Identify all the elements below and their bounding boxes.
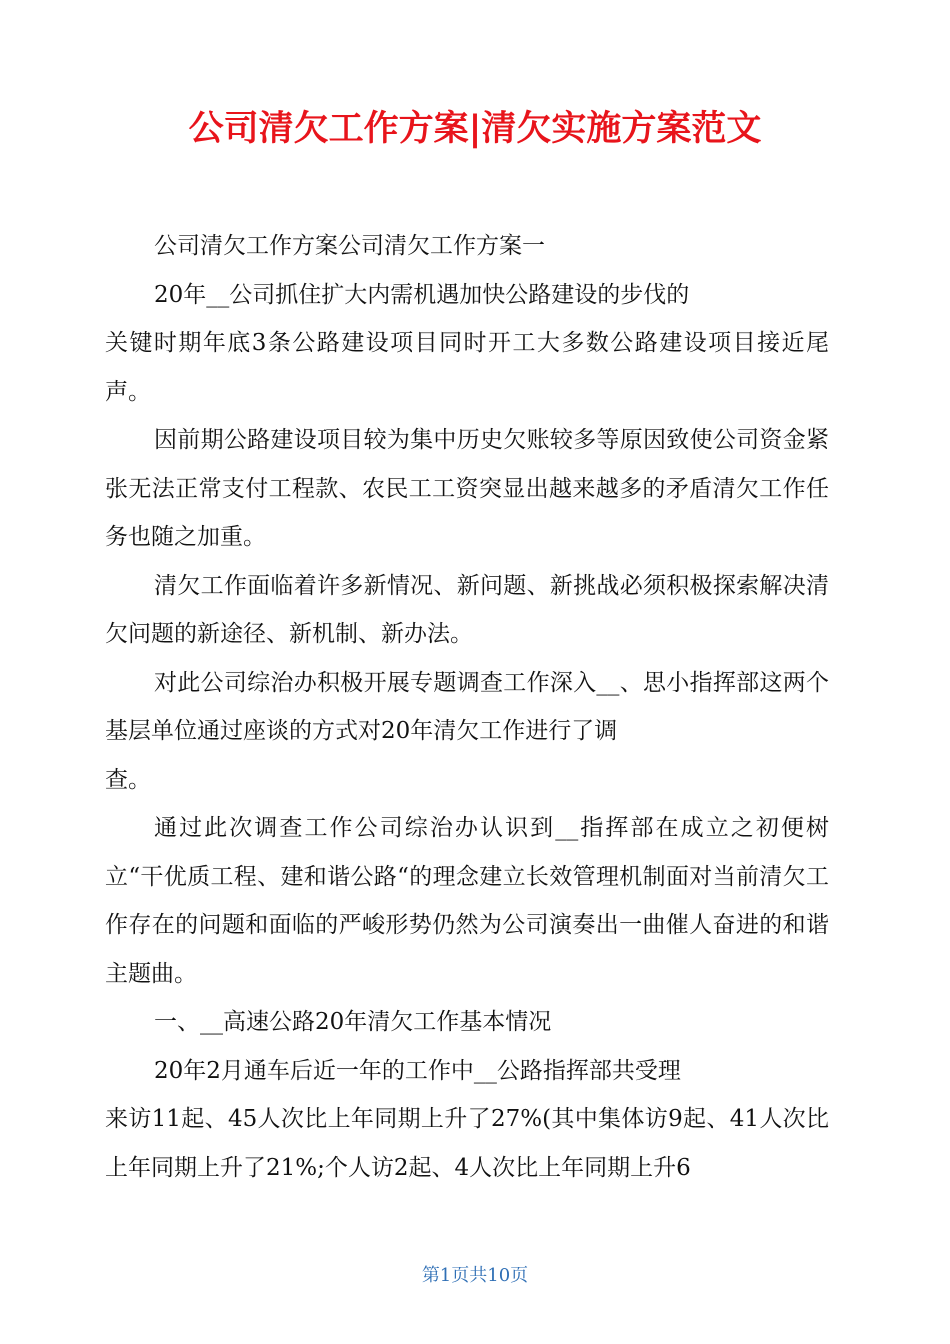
paragraph-5: 清欠工作面临着许多新情况、新问题、新挑战必须积极探索解决清欠问题的新途径、新机制、新办法。 bbox=[105, 572, 829, 647]
paragraph-10: 20年2月通车后近一年的工作中__公路指挥部共受理 bbox=[154, 1057, 681, 1084]
paragraph-2: 20年__公司抓住扩大内需机遇加快公路建设的步伐的 bbox=[154, 281, 690, 308]
paragraph-1: 公司清欠工作方案公司清欠工作方案一 bbox=[154, 233, 545, 259]
paragraph-11: 来访11起、45人次比上年同期上升了27%(其中集体访9起、41人次比上年同期上升了21%;个人访2起、4人次比上年同期上升6 bbox=[105, 1106, 829, 1181]
paragraph-3: 关键时期年底3条公路建设项目同时开工大多数公路建设项目接近尾声。 bbox=[105, 330, 829, 405]
document-title: 公司清欠工作方案|清欠实施方案范文 bbox=[188, 109, 762, 149]
paragraph-7: 查。 bbox=[105, 766, 151, 793]
document-body bbox=[105, 222, 829, 1192]
paragraph-9: 一、__高速公路20年清欠工作基本情况 bbox=[154, 1009, 552, 1035]
paragraph-8: 通过此次调查工作公司综治办认识到__指挥部在成立之初便树立“干优质工程、建和谐公路“的理念建立长效管理机制面对当前清欠工作存在的问题和面临的严峻形势仍然为公司演奏出一曲催人奋进的和谐主题曲。 bbox=[105, 815, 829, 987]
paragraph-6: 对此公司综治办积极开展专题调查工作深入__、思小指挥部这两个基层单位通过座谈的方式对20年清欠工作进行了调 bbox=[105, 669, 829, 744]
paragraph-4: 因前期公路建设项目较为集中历史欠账较多等原因致使公司资金紧张无法正常支付工程款、农民工工资突显出越来越多的矛盾清欠工作任务也随之加重。 bbox=[105, 427, 829, 550]
page-footer: 第1页共10页 bbox=[421, 1265, 529, 1286]
